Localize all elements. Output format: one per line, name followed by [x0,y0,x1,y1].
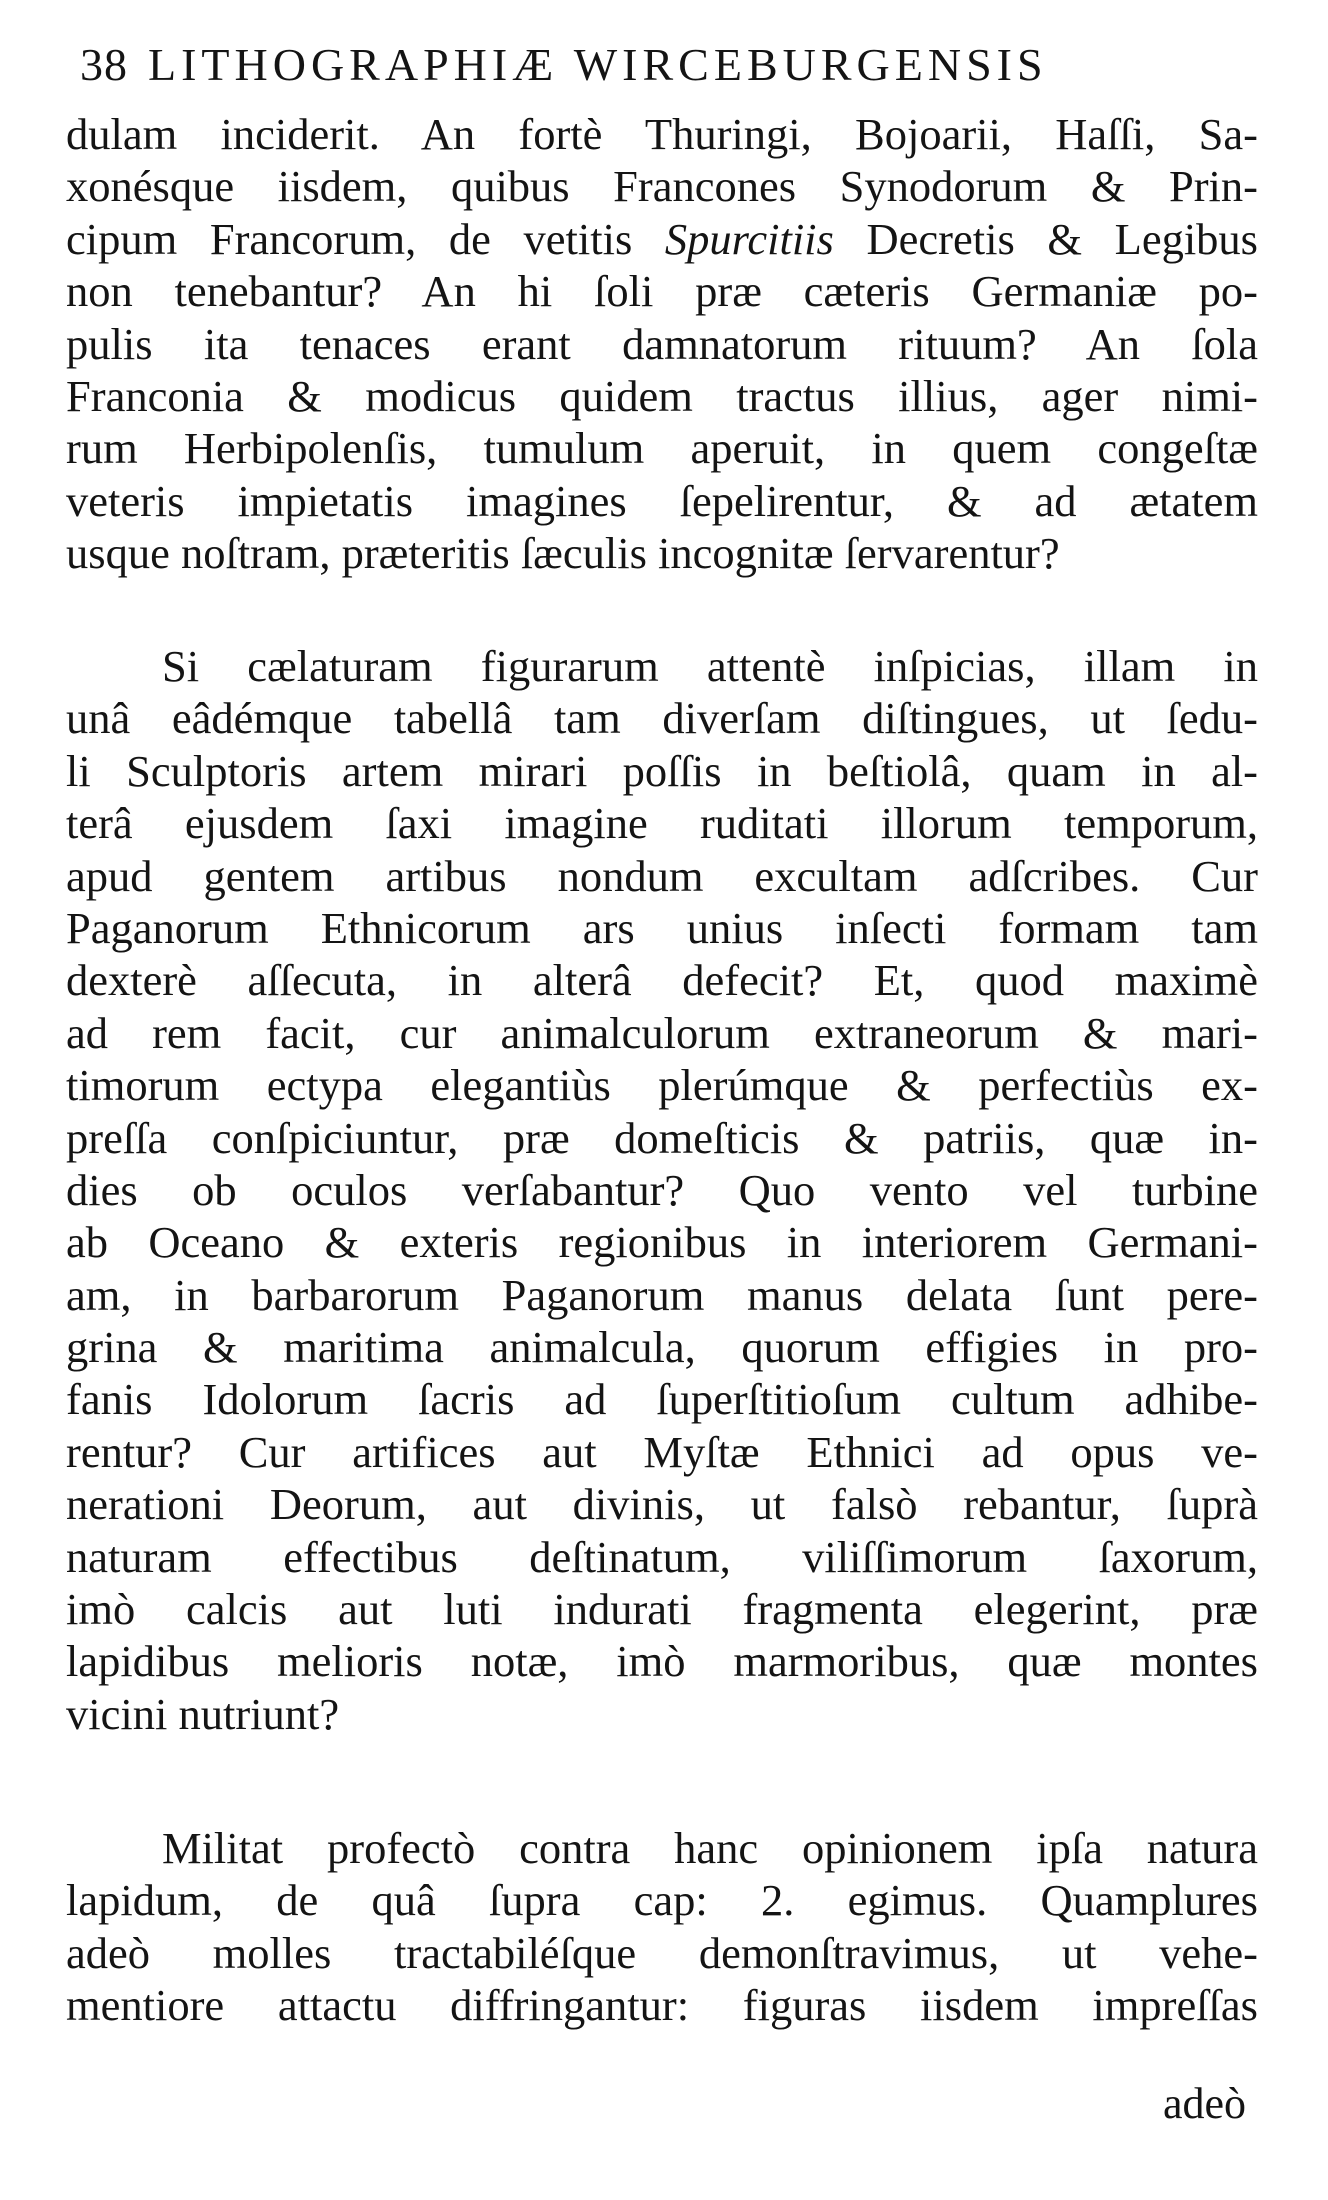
text-line: grina & maritima animalcula, quorum effigies in pro- [66,1322,1258,1373]
text-line: cipum Francorum, de vetitis Spurcitiis Decretis & Legibus [66,213,1258,264]
text-line: non tenebantur? An hi ſoli præ cæteris Germaniæ po- [66,266,1258,317]
text-line: mentiore attactu diffringantur: figuras iisdem impreſſas [66,1980,1258,2031]
text-line: timorum ectypa elegantiùs plerúmque & perfectiùs ex- [66,1060,1258,1111]
text-line: rentur? Cur artifices aut Myſtæ Ethnici ad opus ve- [66,1426,1258,1477]
paragraph-3 [66,1822,1258,2032]
running-title: LITHOGRAPHIÆ WIRCEBURGENSIS [148,39,1048,90]
text-line: Si cælaturam figurarum attentè inſpicias, illam in [162,641,1258,691]
text-line: Franconia & modicus quidem tractus illius, ager nimi- [66,370,1258,421]
paragraph-2 [66,640,1258,1740]
text-line: ad rem facit, cur animalculorum extraneorum & mari- [66,1007,1258,1058]
text-line: preſſa conſpiciuntur, præ domeſticis & patriis, quæ in- [66,1112,1258,1163]
text-line: rum Herbipolenſis, tumulum aperuit, in quem congeſtæ [66,423,1258,474]
text-line: veteris impietatis imagines ſepelirentur, & ad ætatem [66,475,1258,526]
text-line: Paganorum Ethnicorum ars unius inſecti formam tam [66,902,1258,953]
text-line: li Sculptoris artem mirari poſſis in beſtiolâ, quam in al- [66,745,1258,796]
text-line: nerationi Deorum, aut divinis, ut falsò rebantur, ſuprà [66,1479,1258,1530]
text-line: apud gentem artibus nondum excultam adſcribes. Cur [66,850,1258,901]
text-line: lapidibus melioris notæ, imò marmoribus, quæ montes [66,1636,1258,1687]
text-line: Militat profectò contra hanc opinionem ipſa natura [162,1823,1258,1873]
text-line: dies ob oculos verſabantur? Quo vento vel turbine [66,1164,1258,1215]
text-line: ab Oceano & exteris regionibus in interiorem Germani- [66,1217,1258,1268]
text-line: xonésque iisdem, quibus Francones Synodorum & Prin- [66,161,1258,212]
text-line: naturam effectibus deſtinatum, viliſſimorum ſaxorum, [66,1531,1258,1582]
text-line: vicini nutriunt? [66,1688,340,1739]
paragraph-1 [66,108,1258,580]
text-line: imò calcis aut luti indurati fragmenta elegerint, præ [66,1584,1258,1635]
text-line: adeò molles tractabiléſque demonſtravimus, ut vehe- [66,1927,1258,1978]
text-line: pulis ita tenaces erant damnatorum rituum? An ſola [66,318,1258,369]
text-line: am, in barbarorum Paganorum manus delata ſunt pere- [66,1269,1258,1320]
text-line: usque noſtram, præteritis ſæculis incognitæ ſervarentur? [66,528,1060,579]
running-head [80,38,1190,92]
catchword: adeò [1162,2079,1246,2128]
text-line: lapidum, de quâ ſupra cap: 2. egimus. Quamplures [66,1875,1258,1926]
text-line: dulam inciderit. An fortè Thuringi, Bojoarii, Haſſi, Sa- [66,109,1258,159]
text-line: terâ ejusdem ſaxi imagine ruditati illorum temporum, [66,798,1258,849]
text-line: fanis Idolorum ſacris ad ſuperſtitioſum cultum adhibe- [66,1374,1258,1425]
text-line: dexterè aſſecuta, in alterâ defecit? Et, quod maximè [66,955,1258,1006]
text-line: unâ eâdémque tabellâ tam diverſam diſtingues, ut ſedu- [66,693,1258,744]
page-number: 38 [80,39,128,90]
